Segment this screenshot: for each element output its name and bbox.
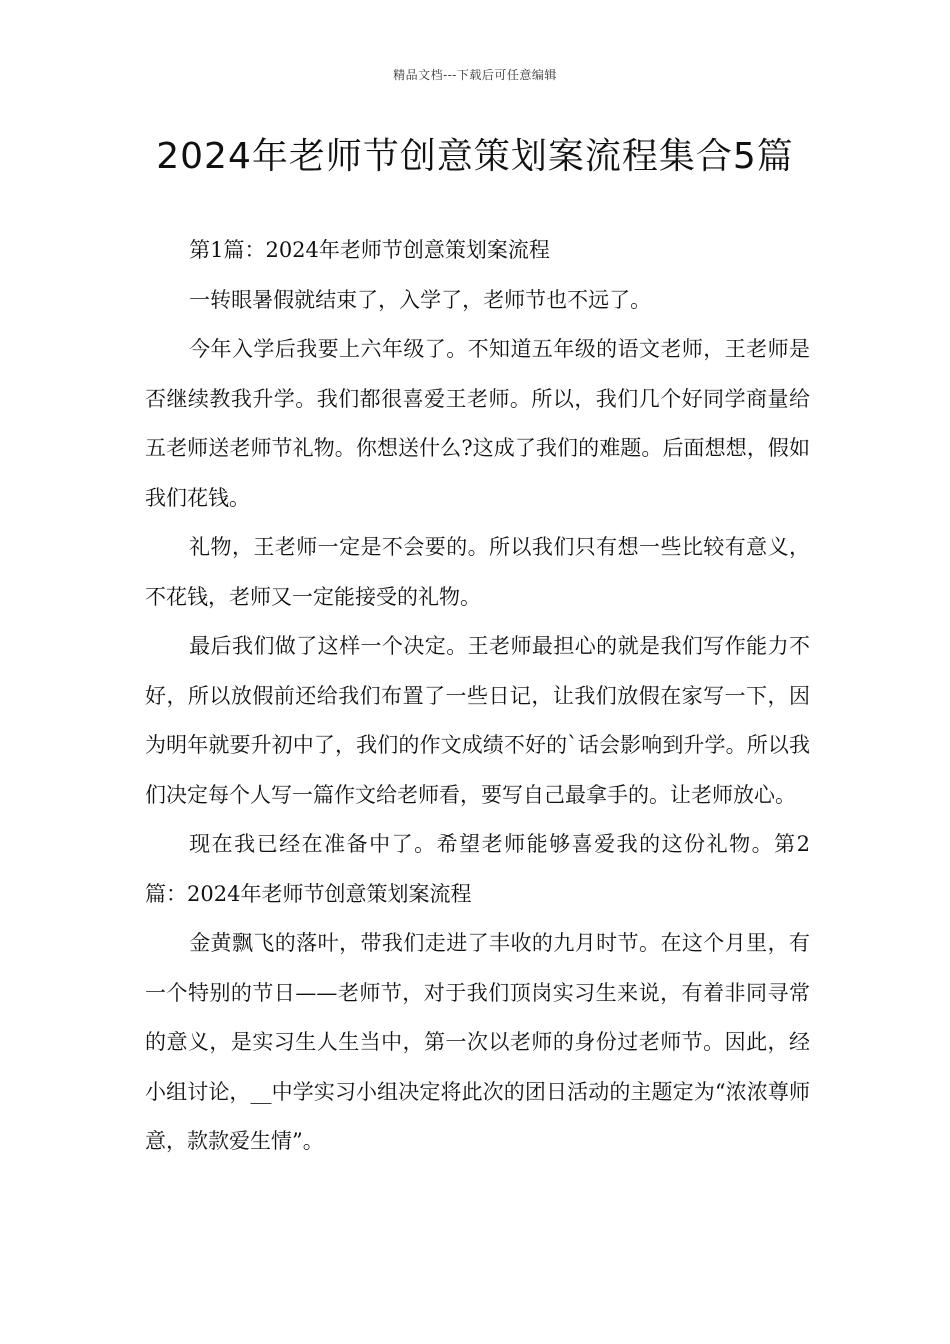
paragraph: 今年入学后我要上六年级了。不知道五年级的语文老师，王老师是否继续教我升学。我们都很喜爱王老师。所以，我们几个好同学商量给五老师送老师节礼物。你想送什么?这成了我们的难题。后面想想，假如我们花钱。 xyxy=(145,337,810,510)
paragraph: 最后我们做了这样一个决定。王老师最担心的就是我们写作能力不好，所以放假前还给我们布置了一些日记，让我们放假在家写一下，因为明年就要升初中了，我们的作文成绩不好的`话会影响到升学。所以我们决定每个人写一篇作文给老师看，要写自己最拿手的。让老师放心。 xyxy=(145,634,810,807)
page-header: 精品文档---下载后可任意编辑 xyxy=(393,68,557,82)
paragraph: 一转眼暑假就结束了，入学了，老师节也不远了。 xyxy=(189,287,652,312)
paragraph: 礼物，王老师一定是不会要的。所以我们只有想一些比较有意义，不花钱，老师又一定能接受的礼物。 xyxy=(145,535,810,609)
document-body xyxy=(145,226,810,1167)
document-title: 2024年老师节创意策划案流程集合5篇 xyxy=(156,136,794,177)
paragraph: 现在我已经在准备中了。希望老师能够喜爱我的这份礼物。第2篇：2024年老师节创意策划案流程 xyxy=(145,832,810,906)
paragraph: 金黄飘飞的落叶，带我们走进了丰收的九月时节。在这个月里，有一个特别的节日——老师节，对于我们顶岗实习生来说，有着非同寻常的意义，是实习生人生当中，第一次以老师的身份过老师节。因此，经小组讨论，__中学实习小组决定将此次的团日活动的主题定为“浓浓尊师意，款款爱生情”。 xyxy=(145,931,810,1153)
paragraph: 第1篇：2024年老师节创意策划案流程 xyxy=(189,238,550,262)
